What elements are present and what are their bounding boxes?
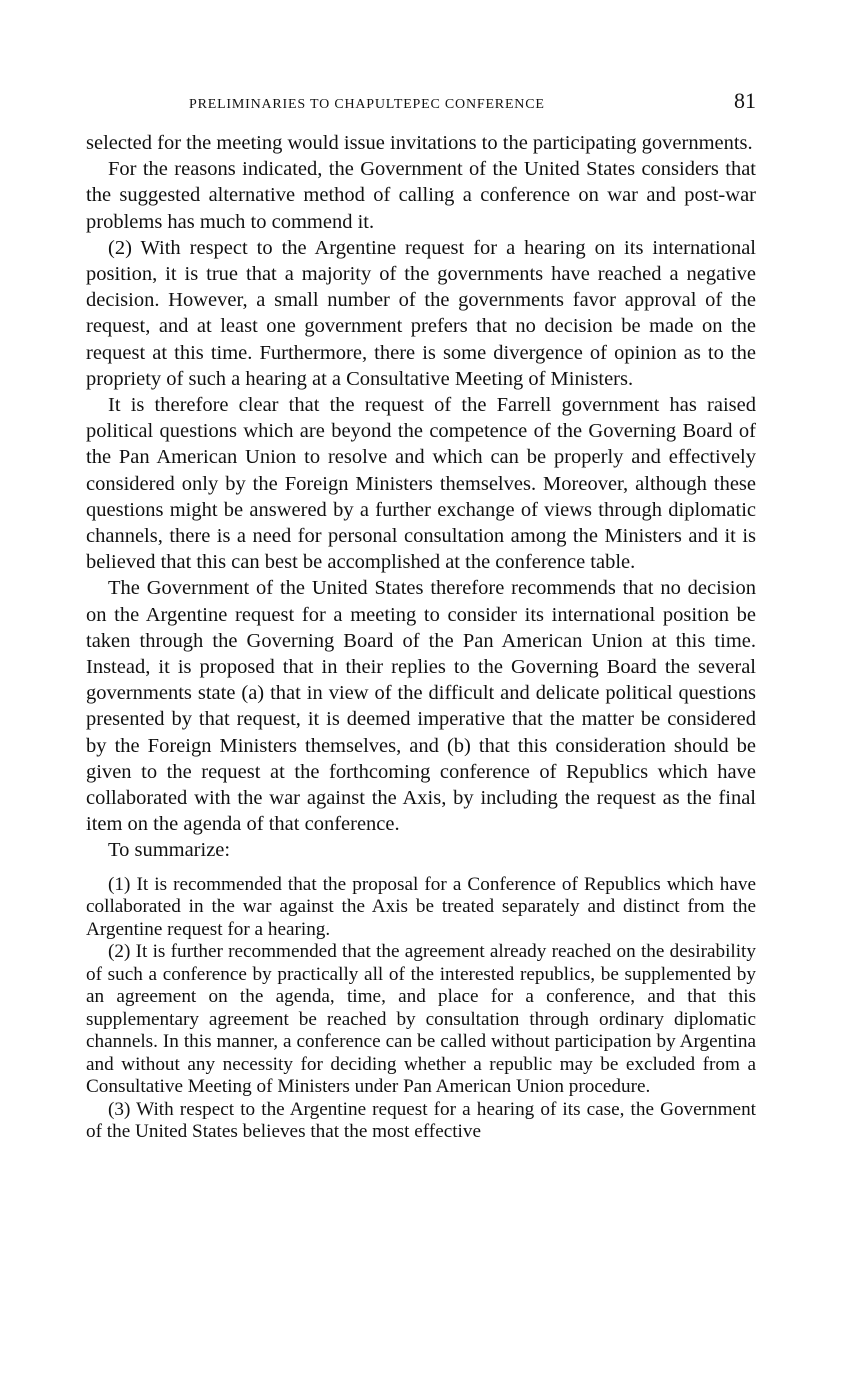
paragraph: (2) With respect to the Argentine request for a hearing on its international position, it is true that a majority of the governments have reached a negative decision. However, a small number of the governments favor approval of the request, and at least one government prefers that no decision be made on the request at this time. Furthermore, there is some divergence of opinion as to the propriety of such a hearing at a Consultative Meeting of Ministers. bbox=[86, 236, 756, 390]
page-number: 81 bbox=[734, 88, 756, 113]
summary-item: (2) It is further recommended that the agreement already reached on the desirability of such a conference by practically all of the interested republics, be supplemented by an agreement on the agenda, time, and place for a conference, and that this supplementary agreement be reached by consultation through ordinary diplomatic channels. In this manner, a conference can be called without participation by Argentina and without any necessity for deciding whether a republic may be excluded from a Consultative Meeting of Ministers under Pan American Union procedure. bbox=[86, 941, 756, 1098]
summary-item: (3) With respect to the Argentine request for a hearing of its case, the Government of the United States believes that the most effective bbox=[86, 1098, 756, 1143]
running-head: PRELIMINARIES TO CHAPULTEPEC CONFERENCE bbox=[189, 97, 545, 112]
summary-item: (1) It is recommended that the proposal for a Conference of Republics which have collaborated in the war against the Axis be treated separately and distinct from the Argentine request for a hearing. bbox=[86, 873, 756, 940]
paragraph: It is therefore clear that the request of the Farrell government has raised political questions which are beyond the competence of the Governing Board of the Pan American Union to resolve and which can be properly and effectively considered only by the Foreign Ministers themselves. Moreover, although these questions might be answered by a further exchange of views through diplomatic channels, there is a need for personal consultation among the Ministers and it is believed that this can best be accomplished at the conference table. bbox=[86, 394, 756, 574]
paragraph: For the reasons indicated, the Government of the United States considers that the suggested alternative method of calling a conference on war and post-war problems has much to commend it. bbox=[86, 158, 756, 233]
document-page bbox=[86, 88, 756, 1144]
paragraph: selected for the meeting would issue invitations to the participating governments. bbox=[86, 132, 753, 154]
body-text bbox=[86, 130, 756, 864]
summary-list bbox=[86, 874, 756, 1144]
paragraph: The Government of the United States therefore recommends that no decision on the Argentine request for a meeting to consider its international position be taken through the Governing Board of the Pan American Union at this time. Instead, it is proposed that in their replies to the Governing Board the several governments state (a) that in view of the difficult and delicate political questions presented by that request, it is deemed imperative that the matter be considered by the Foreign Ministers themselves, and (b) that this consideration should be given to the request at the forthcoming conference of Republics which have collaborated with the war against the Axis, by including the request as the final item on the agenda of that conference. bbox=[86, 577, 756, 836]
summary-intro: To summarize: bbox=[108, 839, 231, 862]
page-header bbox=[86, 88, 756, 118]
